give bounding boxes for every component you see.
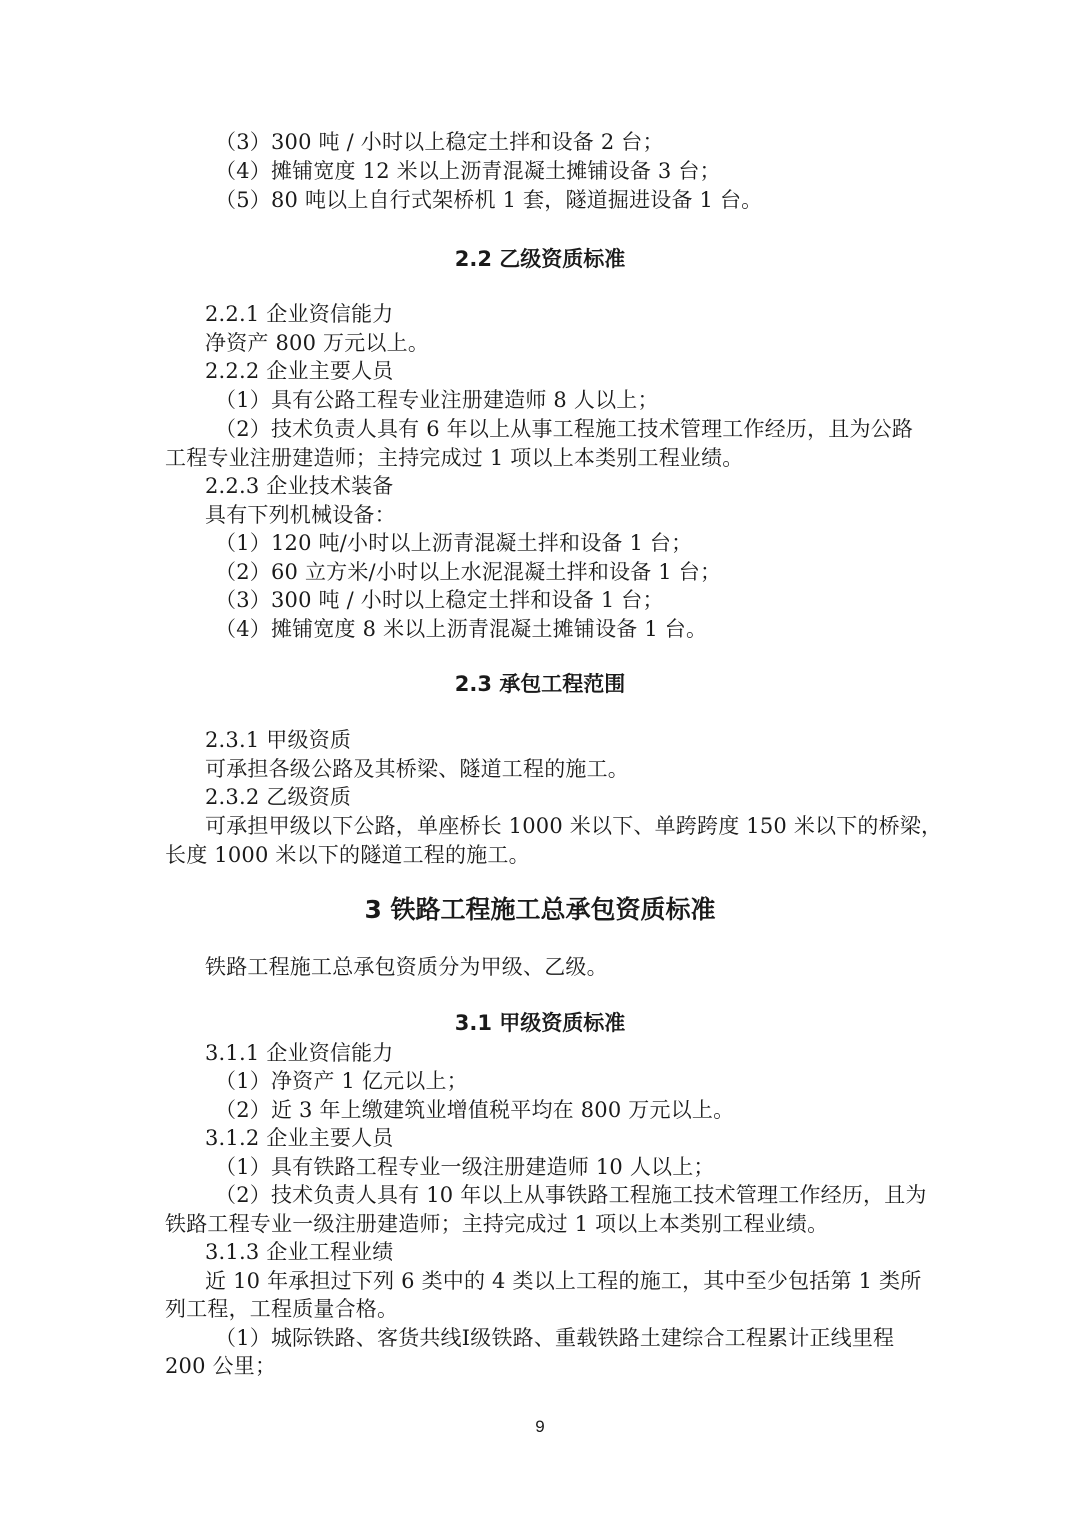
list-item: （2）近 3 年上缴建筑业增值税平均在 800 万元以上。 — [215, 1098, 735, 1122]
section-heading: 2.3 承包工程范围 — [454, 672, 626, 696]
section-heading: 2.2 乙级资质标准 — [454, 247, 626, 271]
chapter-heading: 3 铁路工程施工总承包资质标准 — [364, 895, 716, 924]
paragraph-line: （5）80 吨以上自行式架桥机 1 套，隧道掘进设备 1 台。 — [215, 188, 763, 212]
list-item-continuation: 铁路工程专业一级注册建造师；主持完成过 1 项以上本类别工程业绩。 — [165, 1212, 829, 1236]
subsection-title: 2.2.2 企业主要人员 — [205, 359, 394, 383]
paragraph-line: 近 10 年承担过下列 6 类中的 4 类以上工程的施工，其中至少包括第 1 类所 — [205, 1269, 922, 1293]
subsection-title: 3.1.2 企业主要人员 — [205, 1126, 394, 1150]
list-item: （2）60 立方米/小时以上水泥混凝土拌和设备 1 台； — [215, 560, 722, 584]
list-item-continuation: 200 公里； — [165, 1354, 277, 1378]
list-item: （3）300 吨 / 小时以上稳定土拌和设备 1 台； — [215, 588, 664, 612]
paragraph-line: 可承担甲级以下公路，单座桥长 1000 米以下、单跨跨度 150 米以下的桥梁， — [205, 814, 943, 838]
list-item: （1）具有铁路工程专业一级注册建造师 10 人以上； — [215, 1155, 715, 1179]
list-item: （2）技术负责人具有 6 年以上从事工程施工技术管理工作经历，且为公路 — [215, 417, 914, 441]
list-item: （2）技术负责人具有 10 年以上从事铁路工程施工技术管理工作经历，且为 — [215, 1183, 927, 1207]
page-number: 9 — [535, 1417, 545, 1436]
subsection-title: 2.2.3 企业技术装备 — [205, 474, 394, 498]
subsection-title: 3.1.1 企业资信能力 — [205, 1041, 394, 1065]
paragraph-line: 铁路工程施工总承包资质分为甲级、乙级。 — [205, 955, 608, 979]
paragraph-line: 具有下列机械设备： — [205, 503, 396, 527]
subsection-title: 2.2.1 企业资信能力 — [205, 302, 394, 326]
paragraph-line: （3）300 吨 / 小时以上稳定土拌和设备 2 台； — [215, 130, 664, 154]
list-item: （1）具有公路工程专业注册建造师 8 人以上； — [215, 388, 659, 412]
section-heading: 3.1 甲级资质标准 — [454, 1011, 626, 1035]
list-item: （4）摊铺宽度 8 米以上沥青混凝土摊铺设备 1 台。 — [215, 617, 708, 641]
list-item: （1）净资产 1 亿元以上； — [215, 1069, 468, 1093]
subsection-title: 3.1.3 企业工程业绩 — [205, 1240, 394, 1264]
subsection-title: 2.3.1 甲级资质 — [205, 728, 352, 752]
list-item-continuation: 工程专业注册建造师；主持完成过 1 项以上本类别工程业绩。 — [165, 446, 744, 470]
paragraph-line: （4）摊铺宽度 12 米以上沥青混凝土摊铺设备 3 台； — [215, 159, 721, 183]
paragraph-continuation: 列工程，工程质量合格。 — [165, 1297, 399, 1321]
paragraph-continuation: 长度 1000 米以下的隧道工程的施工。 — [165, 843, 530, 867]
list-item: （1）120 吨/小时以上沥青混凝土拌和设备 1 台； — [215, 531, 693, 555]
paragraph-line: 净资产 800 万元以上。 — [205, 331, 430, 355]
subsection-title: 2.3.2 乙级资质 — [205, 785, 352, 809]
list-item: （1）城际铁路、客货共线Ⅰ级铁路、重载铁路土建综合工程累计正线里程 — [215, 1326, 895, 1350]
paragraph-line: 可承担各级公路及其桥梁、隧道工程的施工。 — [205, 757, 629, 781]
